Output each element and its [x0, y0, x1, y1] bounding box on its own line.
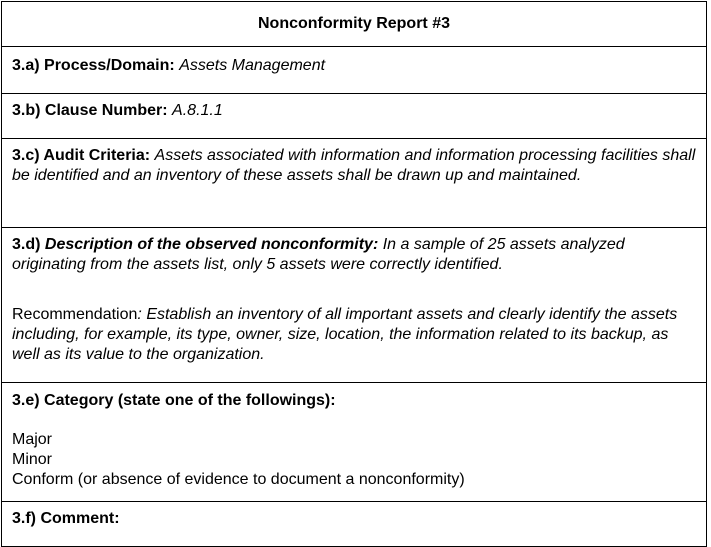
clause-number-value: A.8.1.1 [172, 102, 223, 119]
nonconformity-report-table [1, 1, 707, 547]
audit-criteria-value: Assets associated with information and information processing facilities shall be identified and an inventory of these assets shall be drawn up and maintained. [12, 147, 696, 184]
category-label: 3.e) Category (state one of the followings): [12, 392, 336, 409]
description-paragraph [12, 235, 696, 275]
category-option-conform: Conform (or absence of evidence to document a nonconformity) [12, 471, 465, 488]
clause-number-label: 3.b) Clause Number: [12, 102, 168, 119]
recommendation-paragraph [12, 305, 696, 365]
process-domain-row [2, 47, 707, 94]
category-cell [2, 383, 707, 502]
description-value: In a sample of 25 assets analyzed originating from the assets list, only 5 assets were correctly identified. [12, 236, 625, 273]
clause-number-row [2, 94, 707, 139]
category-option-major: Major [12, 431, 53, 448]
audit-criteria-label: 3.c) Audit Criteria: [12, 147, 151, 164]
audit-criteria-cell [2, 139, 707, 228]
process-domain-cell [2, 47, 707, 94]
spacer [12, 275, 696, 305]
comment-label: 3.f) Comment: [12, 510, 120, 527]
process-domain-value: Assets Management [179, 57, 326, 74]
recommendation-colon: : [137, 306, 142, 323]
category-option-minor: Minor [12, 451, 53, 468]
description-label: 3.d) [12, 236, 41, 253]
description-cell [2, 228, 707, 383]
report-title-row [2, 2, 707, 47]
audit-criteria-row [2, 139, 707, 228]
spacer [12, 411, 696, 430]
comment-row [2, 502, 707, 547]
process-domain-label: 3.a) Process/Domain: [12, 57, 175, 74]
recommendation-label: Recommendation [12, 306, 138, 323]
description-label-italic: Description of the observed nonconformity: [44, 236, 379, 253]
description-row [2, 228, 707, 383]
clause-number-cell [2, 94, 707, 139]
recommendation-value: Establish an inventory of all important assets and clearly identify the assets including, for example, its type, owner, size, location, the information related to its backup, as well as its value to the organization. [12, 306, 678, 363]
comment-cell [2, 502, 707, 547]
report-title: Nonconformity Report #3 [2, 2, 707, 47]
category-row [2, 383, 707, 502]
